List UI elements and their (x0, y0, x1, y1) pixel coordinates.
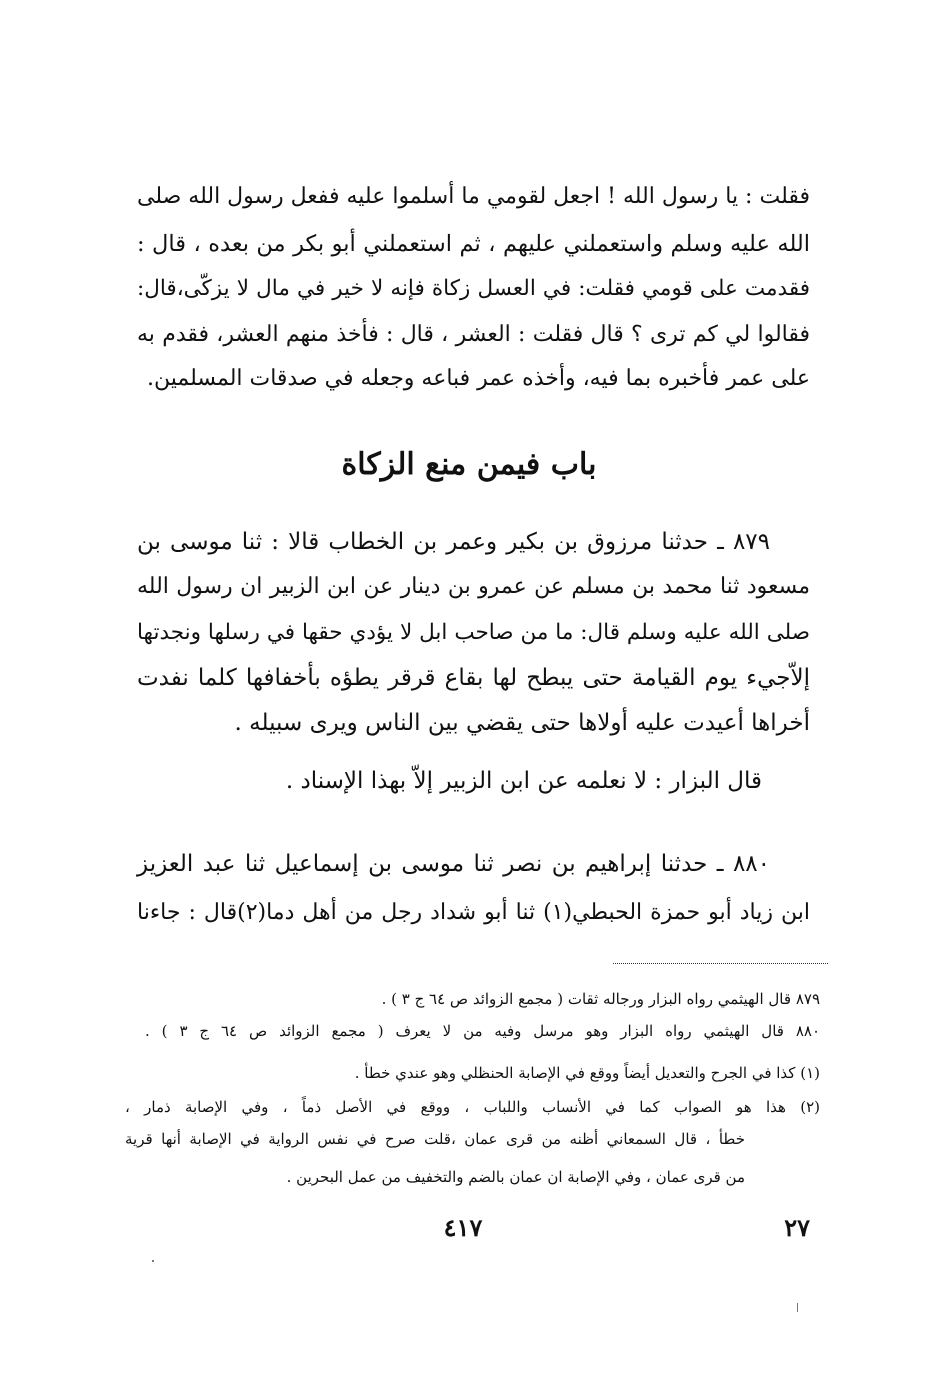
footnote-line: ٨٧٩ قال الهيثمي رواه البزار ورجاله ثقات ( مجمع الزوائد ص ٦٤ ج ٣ ) . (381, 990, 820, 1008)
text-line: ابن زياد أبو حمزة الحبطي(١) ثنا أبو شداد رجل من أهل دما(٢)قال : جاءنا (137, 900, 810, 925)
text-line: ٨٨٠ ـ حدثنا إبراهيم بن نصر ثنا موسى بن إسماعيل ثنا عبد العزيز (137, 851, 770, 877)
text-line: الله عليه وسلم واستعملني عليهم ، ثم استعملني أبو بكر من بعده ، قال : (137, 231, 810, 257)
footnote-line: (١) كذا في الجرح والتعديل أيضاً ووقع في الإصابة الحنظلي وهو عندي خطأ . (354, 1064, 820, 1082)
footnote-line: خطأ ، قال السمعاني أظنه من قرى عمان ،قلت صرح في نفس الرواية في الإصابة أنها قرية (125, 1130, 745, 1148)
footnote-line: (٢) هذا هو الصواب كما في الأنساب واللباب ، ووقع في الأصل ذماً ، وفي الإصابة ذمار ، (125, 1098, 820, 1116)
footnote-line: من قرى عمان ، وفي الإصابة ان عمان بالضم والتخفيف من عمل البحرين . (286, 1168, 745, 1186)
text-line: أخراها أعيدت عليه أولاها حتى يقضي بين الناس ويرى سبيله . (234, 710, 810, 736)
bazzar-note: قال البزار : لا نعلمه عن ابن الزبير إلاّ بهذا الإسناد . (285, 768, 762, 794)
text-line: إلاّجيء يوم القيامة حتى يبطح لها بقاع قرقر يطؤه بأخفافها كلما نفدت (137, 665, 810, 691)
footnote-separator (613, 963, 828, 964)
page-number-corner: ٢٧ (784, 1213, 810, 1242)
scan-speck (797, 1303, 798, 1312)
text-line: فقدمت على قومي فقلت: في العسل زكاة فإنه لا خير في مال لا يزكّى،قال: (137, 276, 810, 301)
text-line: صلى الله عليه وسلم قال: ما من صاحب ابل لا يؤدي حقها في رسلها ونجدتها (137, 620, 810, 645)
text-line: مسعود ثنا محمد بن مسلم عن عمرو بن دينار عن ابن الزبير ان رسول الله (137, 574, 810, 599)
scan-speck (152, 1260, 154, 1262)
text-line: فقلت : يا رسول الله ! اجعل لقومي ما أسلموا عليه ففعل رسول الله صلى (137, 184, 810, 209)
page-number-center: ٤١٧ (443, 1213, 483, 1242)
footnote-line: ٨٨٠ قال الهيثمي رواه البزار وهو مرسل وفيه من لا يعرف ( مجمع الزوائد ص ٦٤ ج ٣ ) . (145, 1022, 821, 1040)
text-line: على عمر فأخبره بما فيه، وأخذه عمر فباعه وجعله في صدقات المسلمين. (146, 366, 810, 391)
text-line: فقالوا لي كم ترى ؟ قال فقلت : العشر ، قال : فأخذ منهم العشر، فقدم به (137, 322, 810, 347)
text-line: ٨٧٩ ـ حدثنا مرزوق بن بكير وعمر بن الخطاب قالا : ثنا موسى بن (137, 529, 770, 555)
chapter-heading: باب فيمن منع الزكاة (341, 447, 597, 482)
